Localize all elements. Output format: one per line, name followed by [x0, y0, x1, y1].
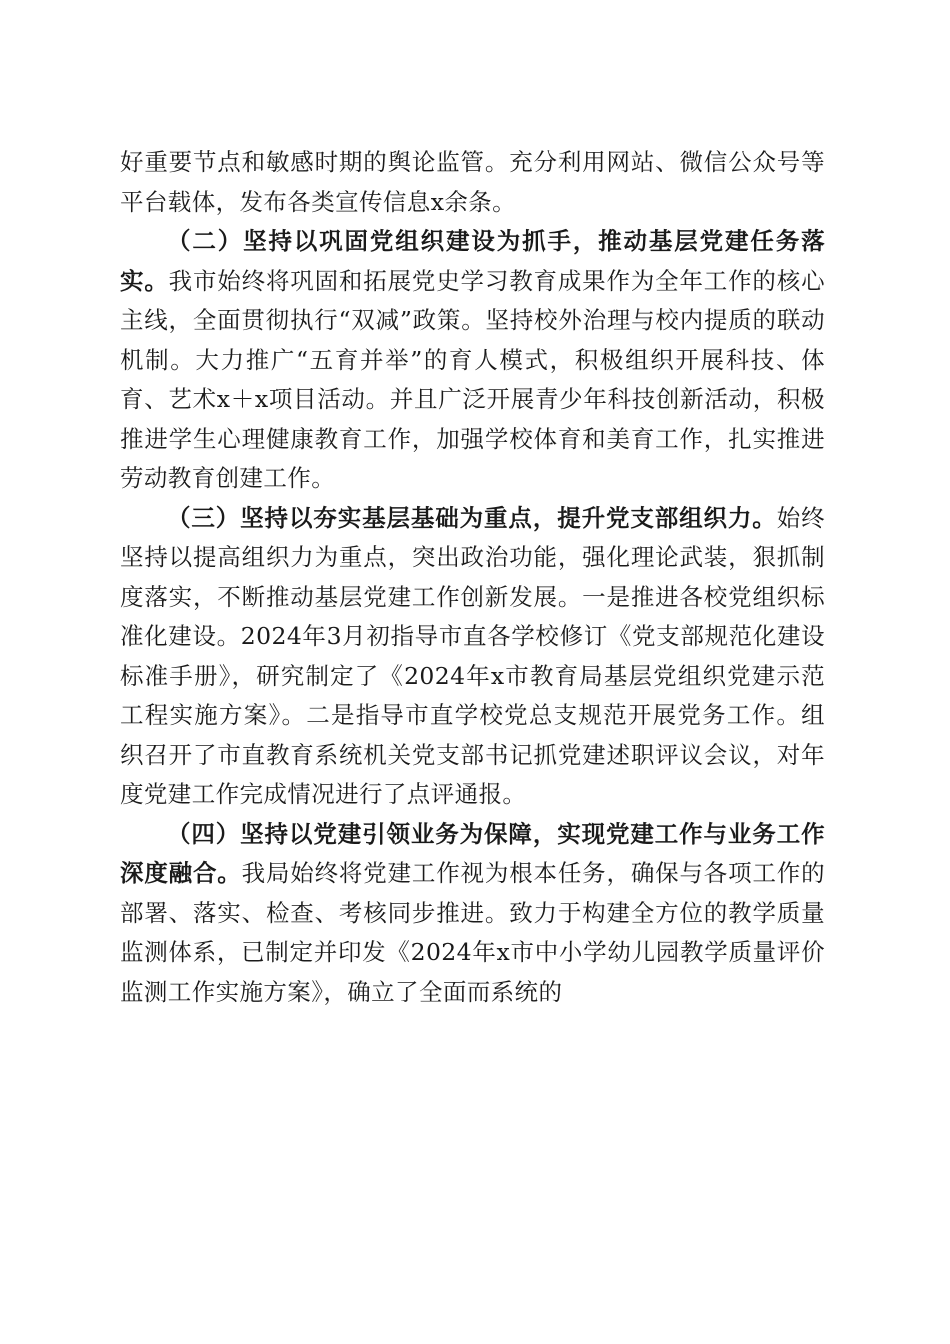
paragraph-2-body: 我市始终将巩固和拓展党史学习教育成果作为全年工作的核心主线，全面贯彻执行“双减”政策。坚持校外治理与校内提质的联动机制。大力推广“五育并举”的育人模式，积极组织开展科技、体育、艺术x＋x项目活动。并且广泛开展青少年科技创新活动，积极推进学生心理健康教育工作，加强学校体育和美育工作，扎实推进劳动教育创建工作。	[120, 266, 825, 492]
paragraph-3-body: 始终坚持以提高组织力为重点，突出政治功能，强化理论武装，狠抓制度落实，不断推动基层党建工作创新发展。一是推进各校党组织标准化建设。2024年3月初指导市直各学校修订《党支部规范化建设标准手册》，研究制定了《2024年x市教育局基层党组织党建示范工程实施方案》。二是指导市直学校党总支规范开展党务工作。组织召开了市直教育系统机关党支部书记抓党建述职评议会议，对年度党建工作完成情况进行了点评通报。	[120, 503, 825, 808]
section-3-heading: （三）坚持以夯实基层基础为重点，提升党支部组织力。	[167, 503, 777, 532]
paragraph-2	[120, 222, 825, 499]
document-body	[120, 143, 825, 1012]
paragraph-1-body: 好重要节点和敏感时期的舆论监管。充分利用网站、微信公众号等平台载体，发布各类宣传信息x余条。	[120, 148, 825, 216]
paragraph-1	[120, 143, 825, 222]
section-2-heading: （二）坚持以巩固党组织建设为抓手，推动基层党建任务落实。	[120, 227, 825, 295]
paragraph-4-body: 我局始终将党建工作视为根本任务，确保与各项工作的部署、落实、检查、考核同步推进。致力于构建全方位的教学质量监测体系，已制定并印发《2024年x市中小学幼儿园教学质量评价监测工作实施方案》，确立了全面而系统的	[120, 859, 825, 1006]
section-4-heading: （四）坚持以党建引领业务为保障，实现党建工作与业务工作深度融合。	[120, 819, 825, 887]
paragraph-3	[120, 499, 825, 815]
paragraph-4	[120, 815, 825, 1013]
